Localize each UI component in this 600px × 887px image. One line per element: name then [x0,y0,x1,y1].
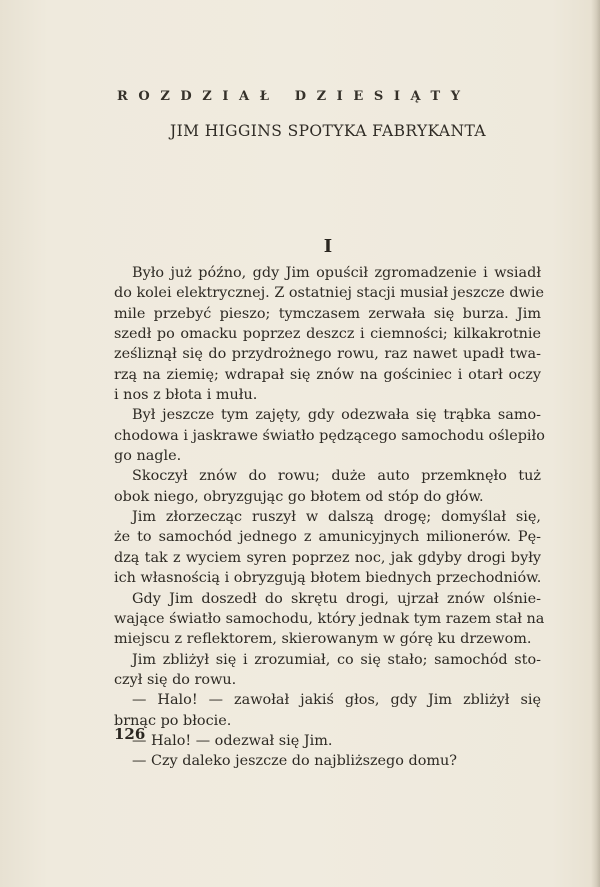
text-line: Skoczył znów do rowu; duże auto przemknęło tuż [132,468,541,485]
text-line: ześliznął się do przydrożnego rowu, raz nawet upadł twa- [114,346,541,363]
text-line: miejscu z reflektorem, skierowanym w górę ku drzewom. [114,631,532,648]
text-line: wające światło samochodu, który jednak tym razem stał na [114,610,545,627]
text-line: do kolei elektrycznej. Z ostatniej stacji musiał jeszcze dwie [114,285,544,302]
text-line: szedł po omacku poprzez deszcz i ciemności; kilkakrotnie [114,326,541,343]
text-line: mile przebyć pieszo; tymczasem zerwała się burza. Jim [114,305,541,322]
text-line: ich własnością i obryzgują błotem biednych przechodniów. [114,570,542,587]
chapter-title: JIM HIGGINS SPOTYKA FABRYKANTA [170,122,486,140]
text-line: — Halo! — zawołał jakiś głos, gdy Jim zbliżył się [132,692,541,709]
text-line: że to samochód jednego z amunicyjnych milionerów. Pę- [114,529,541,546]
text-line: Było już późno, gdy Jim opuścił zgromadzenie i wsiadł [132,265,541,281]
text-line: go nagle. [114,448,182,465]
text-line: — Czy daleko jeszcze do najbliższego domu? [132,753,458,770]
text-line: brnąc po błocie. [114,712,232,729]
chapter-heading: ROZDZIAŁ DZIESIĄTY [117,89,471,104]
section-number: I [323,236,333,257]
text-line: czył się do rowu. [114,671,237,688]
text-line: chodowa i jaskrawe światło pędzącego samochodu oślepiło [114,427,545,444]
text-line: rzą na ziemię; wdrapał się znów na gościniec i otarł oczy [114,366,541,383]
text-line: obok niego, obryzgując go błotem od stóp do głów. [114,488,484,505]
text-line: dzą tak z wyciem syren poprzez noc, jak gdyby drogi były [114,549,541,566]
text-line: i nos z błota i mułu. [114,387,258,404]
text-line: Był jeszcze tym zajęty, gdy odezwała się trąbka samo- [132,407,541,424]
body-text [114,263,545,772]
text-line: Jim zbliżył się i zrozumiał, co się stało; samochód sto- [132,651,541,668]
text-line: Jim złorzecząc ruszył w dalszą drogę; domyślał się, [132,509,541,526]
text-line: — Halo! — odezwał się Jim. [132,732,333,749]
text-line: Gdy Jim doszedł do skrętu drogi, ujrzał znów olśnie- [132,590,541,607]
page-number: 126 [114,725,146,743]
